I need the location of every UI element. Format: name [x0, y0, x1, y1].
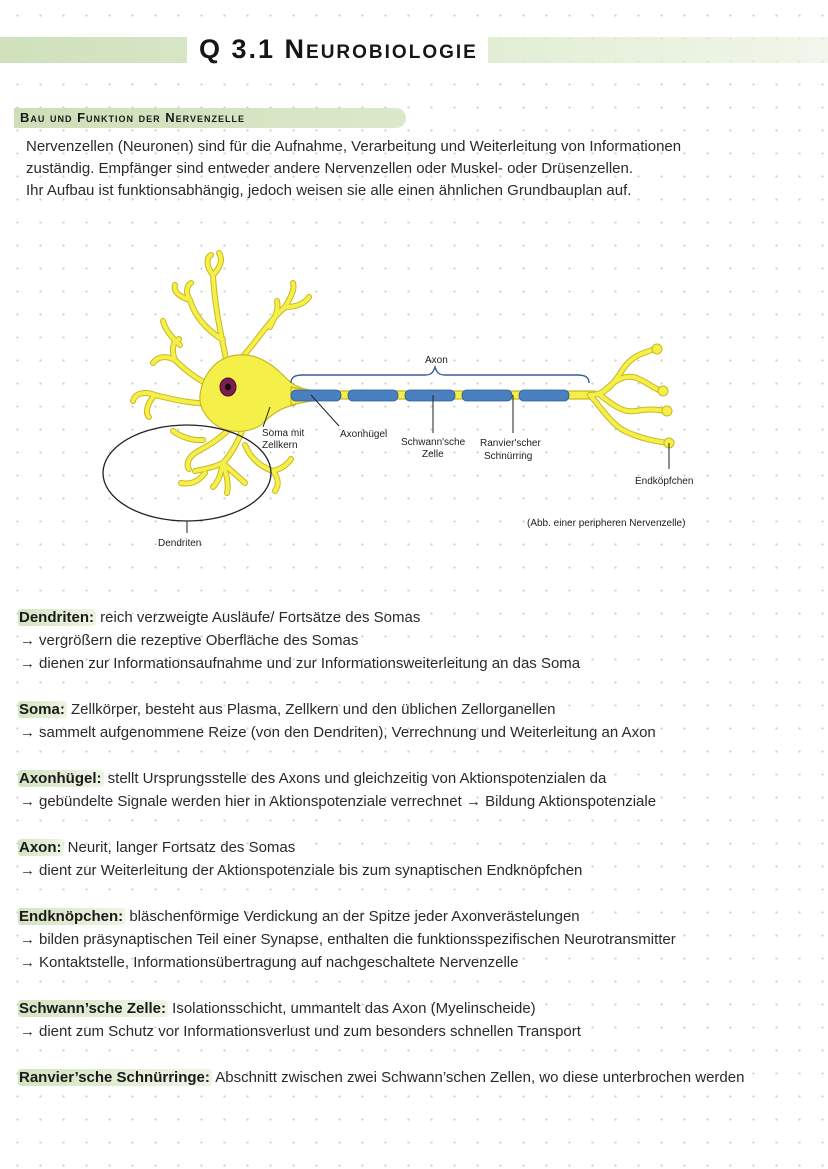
terminal-boutons: [652, 344, 674, 448]
term-label: Endknöpchen:: [19, 908, 124, 925]
intro-line: zuständig. Empfänger sind entweder andere Nervenzellen oder Muskel- oder Drüsenzellen.: [26, 160, 634, 177]
definition-endknoepchen: [20, 905, 820, 974]
term-text: stellt Ursprungsstelle des Axons und gleichzeitig von Aktionspotenzialen da: [103, 770, 607, 787]
label-endkoepfchen: Endköpfchen: [635, 476, 694, 487]
definition-schwann: [20, 997, 820, 1043]
bullet-text: bilden präsynaptischen Teil einer Synapse, enthalten die funktionsspezifischen Neurotransmitter: [39, 931, 676, 948]
label-axonhuegel: Axonhügel: [340, 429, 388, 440]
term-text: Isolationsschicht, ummantelt das Axon (Myelinscheide): [168, 1000, 536, 1017]
axon-brace: [291, 367, 589, 383]
neuron-diagram: [95, 245, 735, 565]
bullet-text: dient zum Schutz vor Informationsverlust und zum besonders schnellen Transport: [39, 1023, 581, 1040]
term-label: Schwann’sche Zelle:: [19, 1000, 166, 1017]
term-label: Ranvier’sche Schnürringe:: [19, 1069, 210, 1086]
bullet-text: dienen zur Informationsaufnahme und zur Informationsweiterleitung an das Soma: [39, 655, 581, 672]
arrow-icon: →: [20, 724, 35, 741]
bullet-text: Kontaktstelle, Informationsübertragung auf nachgeschaltete Nervenzelle: [39, 954, 519, 971]
bullet-text: vergrößern die rezeptive Oberfläche des Somas: [39, 632, 359, 649]
arrow-icon: →: [20, 862, 35, 879]
label-soma-2: Zellkern: [262, 440, 298, 451]
page-title: Q 3.1 Neurobiologie: [187, 30, 488, 68]
definition-ranvier: [20, 1066, 820, 1089]
nucleolus: [225, 384, 231, 391]
term-text: Abschnitt zwischen zwei Schwann’schen Zellen, wo diese unterbrochen werden: [211, 1069, 745, 1086]
definition-axon: [20, 836, 820, 882]
definition-axonhuegel: [20, 767, 820, 813]
arrow-icon: →: [20, 1023, 35, 1040]
label-soma: Soma mit: [262, 428, 305, 439]
arrow-icon: →: [20, 954, 35, 971]
label-axon: Axon: [425, 355, 448, 366]
label-schwann-2: Zelle: [422, 449, 444, 460]
term-text: reich verzweigte Ausläufe/ Fortsätze des Somas: [96, 609, 421, 626]
term-label: Axonhügel:: [19, 770, 102, 787]
label-schwann: Schwann'sche: [401, 437, 466, 448]
bullet-text: dient zur Weiterleitung der Aktionspotenziale bis zum synaptischen Endknöpfchen: [39, 862, 583, 879]
term-label: Soma:: [19, 701, 65, 718]
arrow-icon: →: [20, 931, 35, 948]
definition-dendriten: [20, 606, 820, 675]
axon-terminals: [590, 349, 667, 443]
figure-caption: (Abb. einer peripheren Nervenzelle): [527, 518, 686, 529]
bullet-text: gebündelte Signale werden hier in Aktionspotenziale verrechnet → Bildung Aktionspotenziale: [39, 793, 657, 810]
term-label: Dendriten:: [19, 609, 94, 626]
label-dendriten: Dendriten: [158, 538, 202, 549]
term-text: Zellkörper, besteht aus Plasma, Zellkern und den üblichen Zellorganellen: [66, 701, 556, 718]
arrow-icon: →: [20, 632, 35, 649]
term-text: Neurit, langer Fortsatz des Somas: [63, 839, 296, 856]
definition-soma: [20, 698, 820, 744]
intro-paragraph: [26, 136, 816, 202]
intro-line: Ihr Aufbau ist funktionsabhängig, jedoch weisen sie alle einen ähnlichen Grundbauplan auf.: [26, 182, 632, 199]
arrow-icon: →: [20, 655, 35, 672]
section-heading: Bau und Funktion der Nervenzelle: [14, 108, 406, 128]
label-ranvier-2: Schnürring: [484, 451, 533, 462]
myelin-sheaths: [291, 390, 569, 401]
bullet-text: sammelt aufgenommene Reize (von den Dendriten), Verrechnung und Weiterleitung an Axon: [39, 724, 656, 741]
term-label: Axon:: [19, 839, 62, 856]
intro-line: Nervenzellen (Neuronen) sind für die Aufnahme, Verarbeitung und Weiterleitung von Informationen: [26, 138, 682, 155]
arrow-icon: →: [20, 793, 35, 810]
term-text: bläschenförmige Verdickung an der Spitze jeder Axonverästelungen: [125, 908, 580, 925]
label-ranvier: Ranvier'scher: [480, 438, 541, 449]
